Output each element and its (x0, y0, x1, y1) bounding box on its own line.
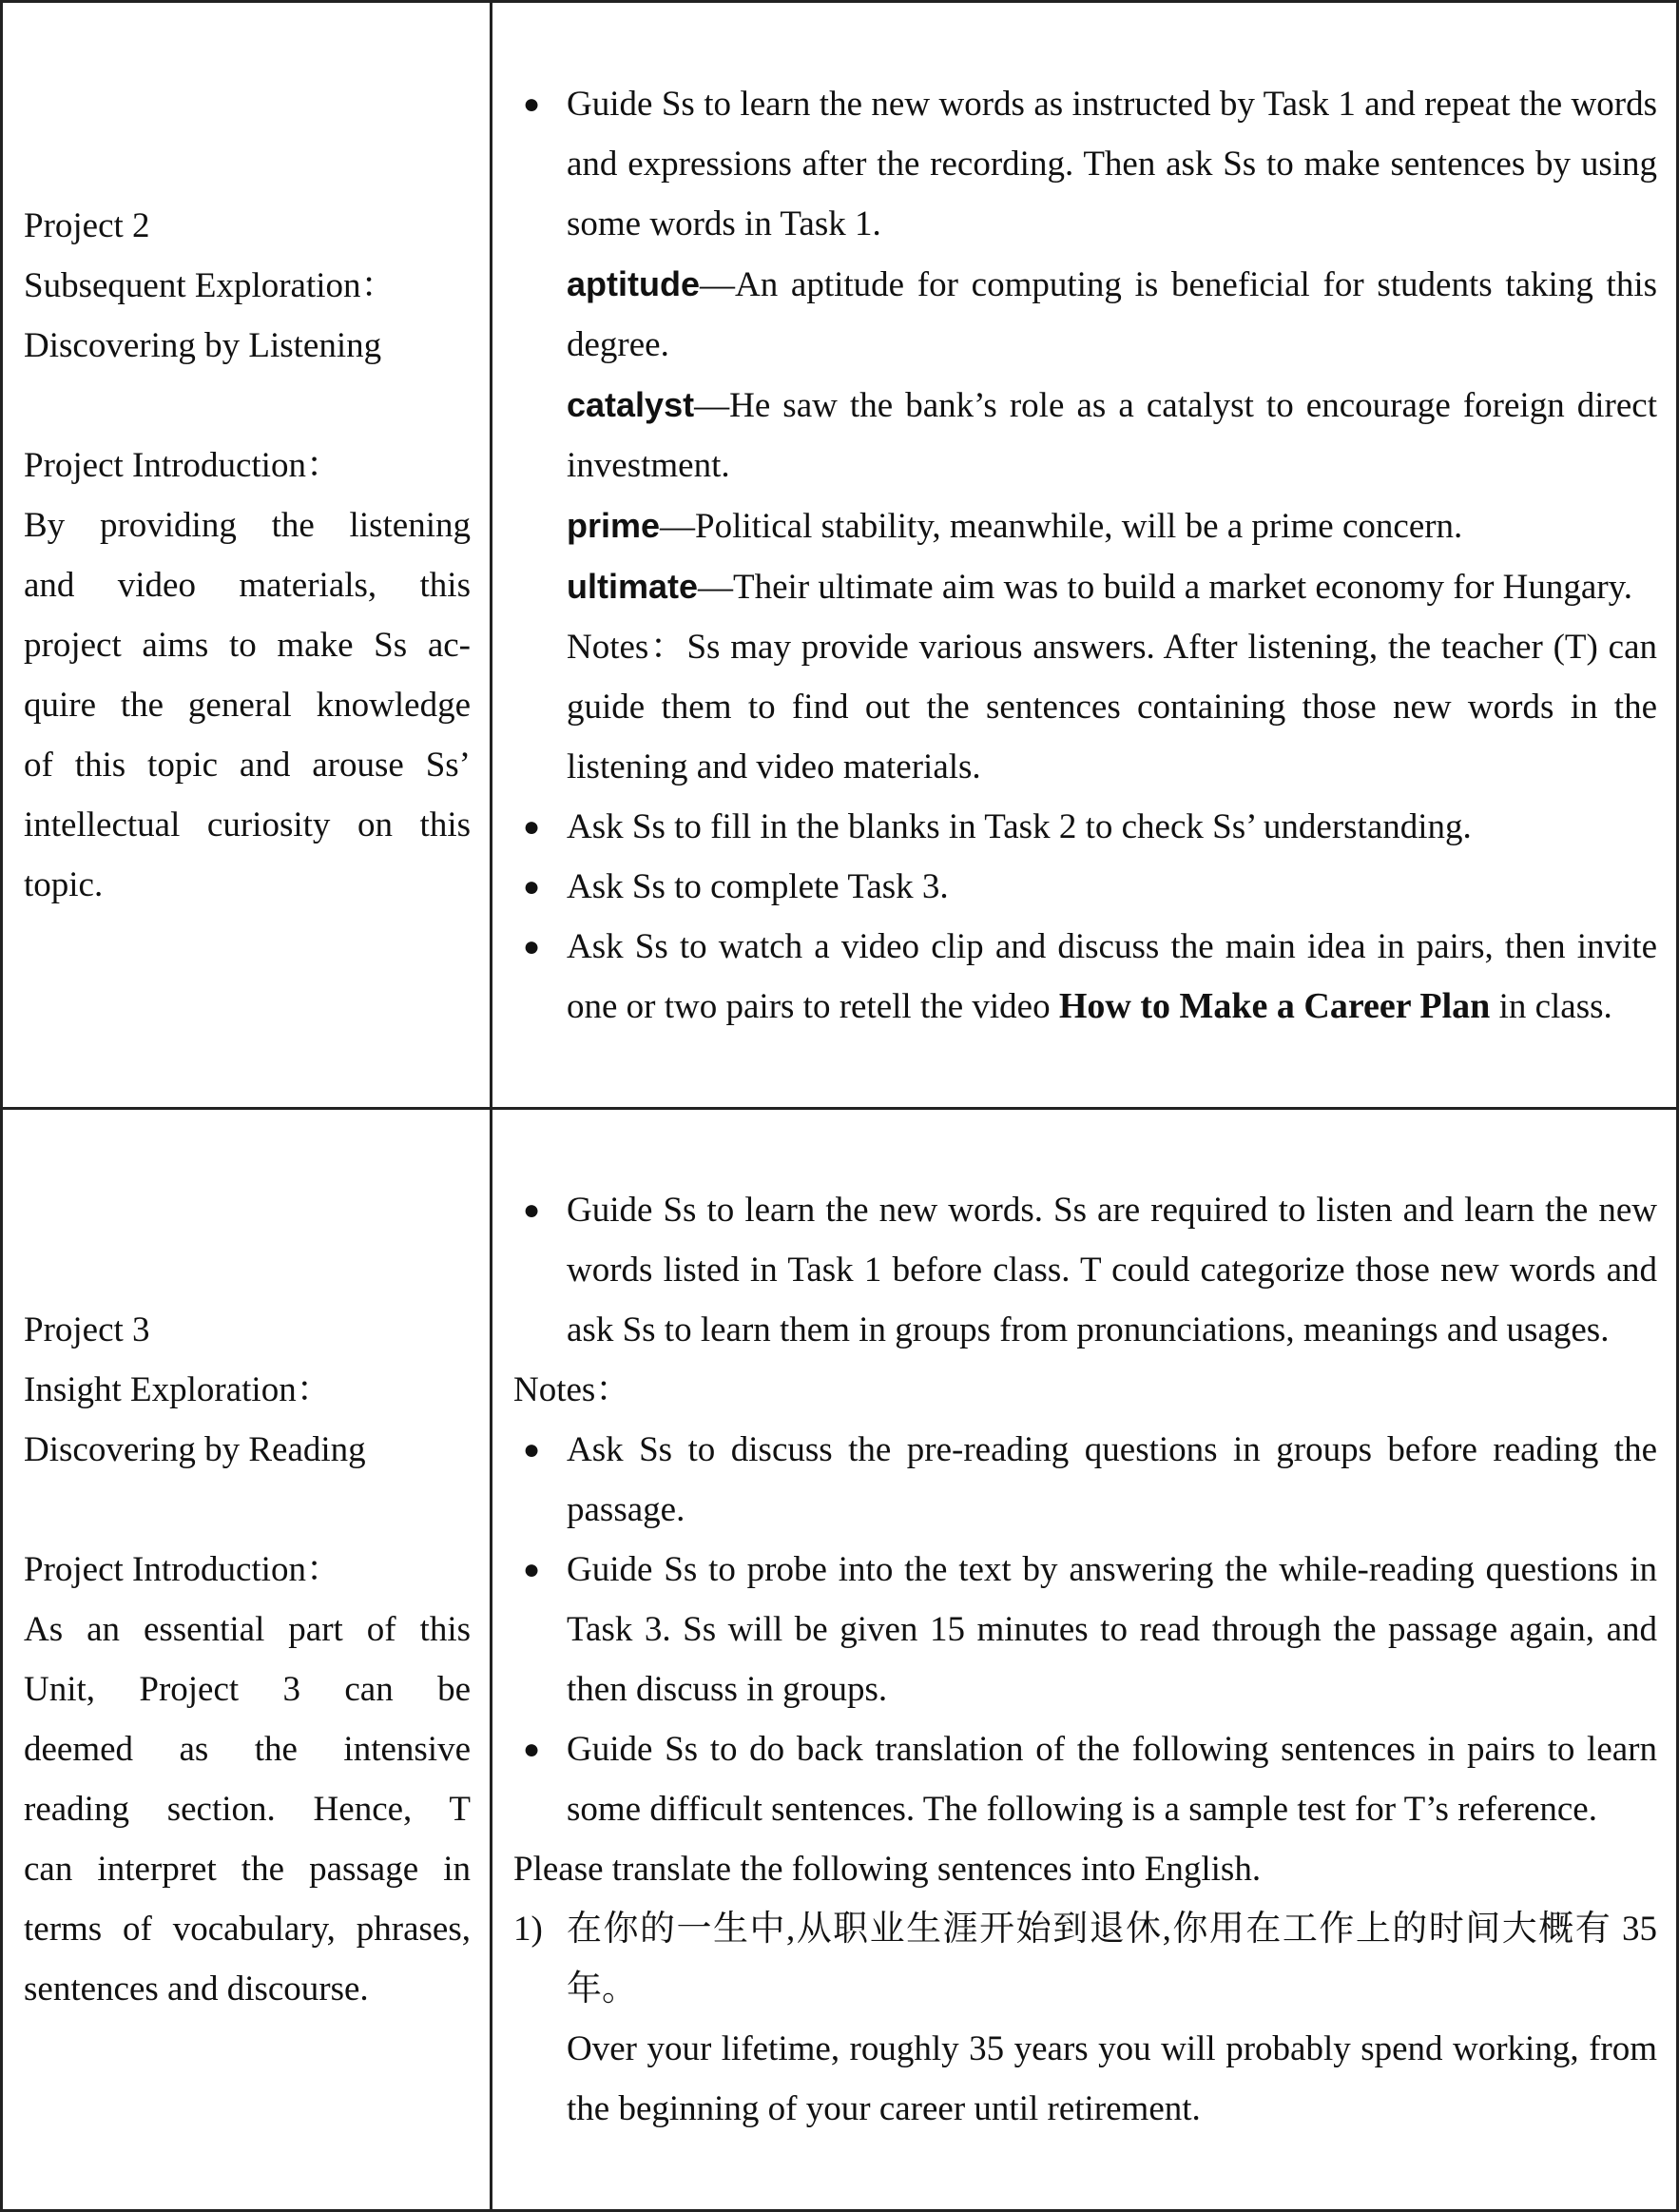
project-3-row (2, 1109, 1678, 2211)
chinese-sentence: 在你的一生中,从职业生涯开始到退休,你用在工作上的时间大概有 35 年。 (567, 1910, 1657, 2008)
project-2-intro-line: and video materials, this (24, 565, 471, 605)
project-2-stage: Subsequent Exploration： (24, 265, 396, 305)
project-3-intro-line: reading section. Hence, T (24, 1790, 471, 1829)
project-2-activity: Discovering by Listening (24, 325, 382, 365)
example-ultimate (513, 556, 1657, 617)
project-2-intro-line: By providing the listening (24, 505, 471, 545)
video-instruction-end: in class. (1490, 986, 1612, 1026)
project-3-bullet-vocab: ● Guide Ss to learn the new words. Ss are required to listen and learn the new words listed in Task 1 before class. T could categorize those new words and ask Ss to learn them in groups from pronunciations, meanings and usages. (513, 1180, 1657, 1360)
example-aptitude (513, 254, 1657, 375)
project-2-bullet-vocab: ● Guide Ss to learn the new words as instructed by Task 1 and repeat the words and expressions after the recording. Then ask Ss to make sentences by using some words in Task 1. (513, 74, 1657, 254)
example-word: prime (567, 505, 661, 545)
project-3-intro-line: terms of vocabulary, phrases, (24, 1910, 471, 1949)
project-3-intro-heading: Project Introduction： (24, 1550, 341, 1589)
project-2-bullet-task3: ● Ask Ss to complete Task 3. (513, 857, 1657, 917)
project-3-stage: Insight Exploration： (24, 1370, 332, 1409)
english-sentence: Over your lifetime, roughly 35 years you will probably spend working, from the beginning of your career until retirement. (567, 2029, 1657, 2128)
project-2-right-cell (492, 2, 1678, 1109)
project-3-intro-line: deemed as the intensive (24, 1730, 471, 1769)
example-sentence: —Their ultimate aim was to build a market economy for Hungary. (698, 567, 1632, 607)
translation-item-chinese (513, 1899, 1657, 2019)
project-2-intro-line: of this topic and arouse Ss’ (24, 745, 471, 785)
translate-instruction: Please translate the following sentences into English. (513, 1850, 1262, 1889)
project-3-intro-line: can interpret the passage in (24, 1850, 471, 1889)
project-3-intro-line: As an essential part of this (24, 1610, 471, 1649)
project-3-activity: Discovering by Reading (24, 1430, 366, 1469)
project-3-bullet-translation: ● Guide Ss to do back translation of the following sentences in pairs to learn some difficult sentences. The following is a sample test for T’s reference. (513, 1719, 1657, 1839)
project-2-bullet-video (513, 917, 1657, 1037)
project-3-number: Project 3 (24, 1310, 150, 1349)
project-2-row (2, 2, 1678, 1109)
example-prime (513, 495, 1657, 556)
video-instruction-text: Ask Ss to watch a video clip and discuss the main idea in pairs, then invite one or two pairs to retell the video (567, 926, 1657, 1026)
project-3-notes-label: Notes： (513, 1370, 631, 1409)
example-sentence: —An aptitude for computing is beneficial for students taking this degree. (567, 264, 1657, 364)
example-word: aptitude (567, 263, 700, 303)
project-2-intro-heading: Project Introduction： (24, 445, 341, 485)
example-word: ultimate (567, 566, 699, 606)
example-sentence: —Political stability, meanwhile, will be a prime concern. (660, 506, 1463, 546)
project-2-bullet-task2: ● Ask Ss to fill in the blanks in Task 2 to check Ss’ understanding. (513, 797, 1657, 857)
project-3-bullet-prereading: ● Ask Ss to discuss the pre-reading questions in groups before reading the passage. (513, 1420, 1657, 1540)
project-2-intro-line: project aims to make Ss ac- (24, 625, 471, 665)
project-2-number: Project 2 (24, 205, 150, 245)
project-3-intro-line: sentences and discourse. (24, 1969, 369, 2008)
example-catalyst (513, 375, 1657, 495)
project-2-intro-line: intellectual curiosity on this (24, 805, 471, 844)
example-word: catalyst (567, 384, 695, 424)
project-2-notes: Notes：Ss may provide various answers. After listening, the teacher (T) can guide them to find out the sentences containing those new words in the listening and video materials. (567, 627, 1657, 786)
video-title: How to Make a Career Plan (1058, 985, 1491, 1026)
project-2-left-cell (2, 2, 492, 1109)
item-number: 1) (513, 1910, 543, 1949)
project-3-right-cell (492, 1109, 1678, 2211)
project-2-intro-line: quire the general knowledge (24, 685, 471, 725)
project-2-intro-line: topic. (24, 864, 104, 904)
example-sentence: —He saw the bank’s role as a catalyst to encourage foreign direct investment. (567, 385, 1657, 485)
translation-item-english (513, 2019, 1657, 2139)
project-3-intro-line: Unit, Project 3 can be (24, 1670, 471, 1709)
project-3-left-cell (2, 1109, 492, 2211)
project-3-bullet-whilereading: ● Guide Ss to probe into the text by answering the while-reading questions in Task 3. Ss will be given 15 minutes to read through the passage again, and then discuss in groups. (513, 1540, 1657, 1719)
